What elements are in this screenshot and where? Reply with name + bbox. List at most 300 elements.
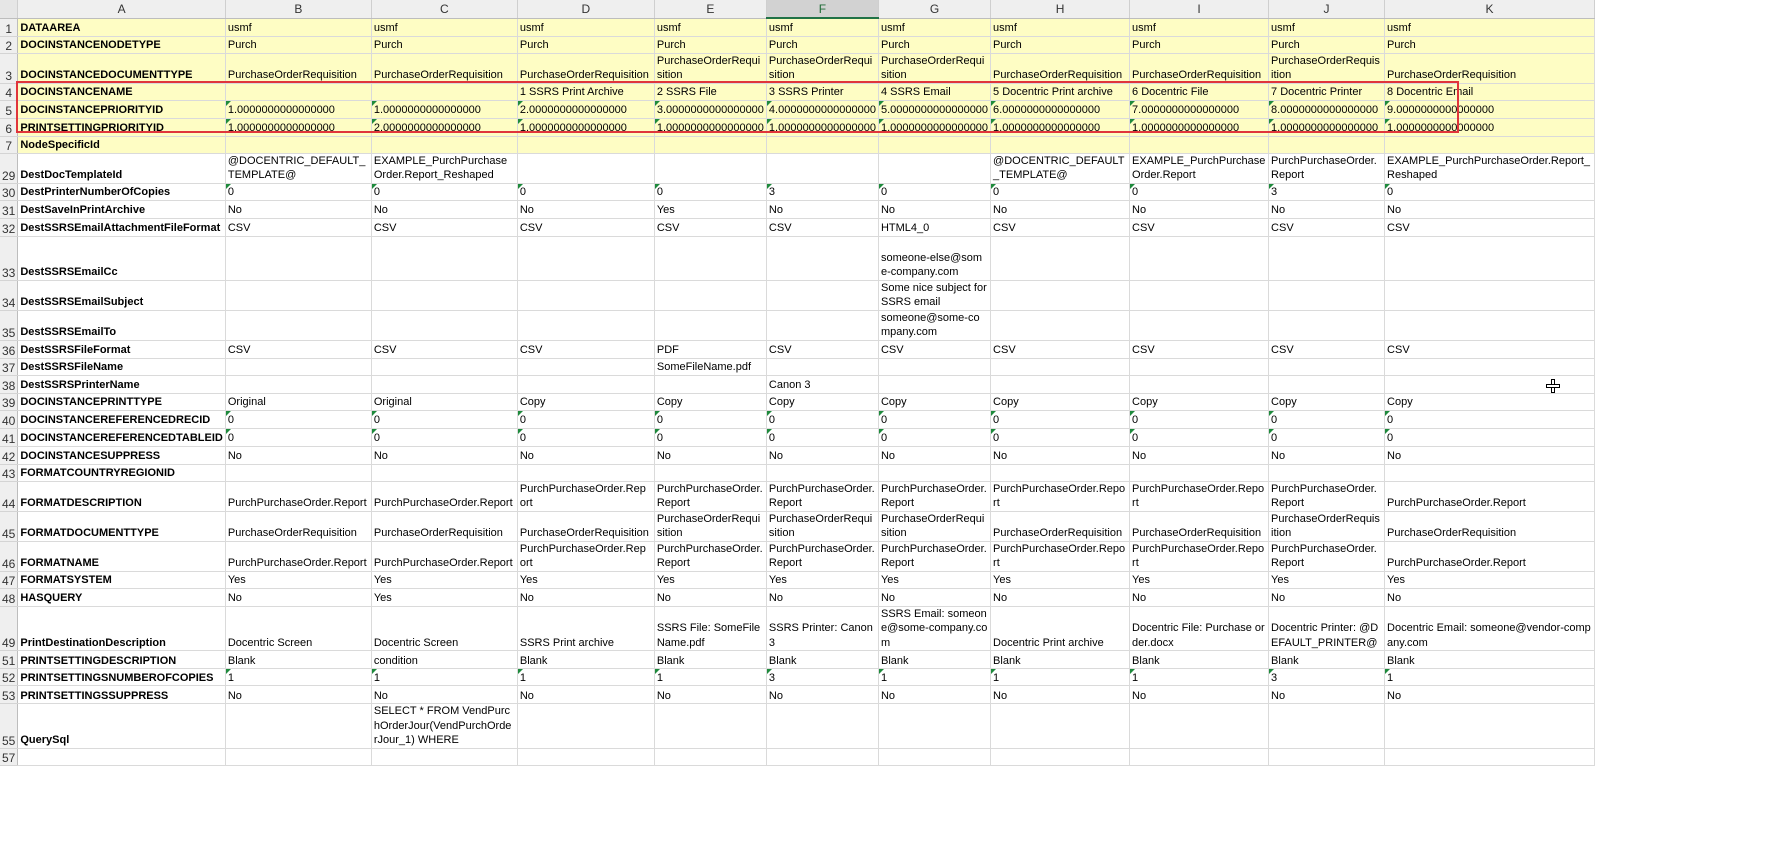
cell-c51[interactable]: condition — [371, 651, 517, 669]
cell-d37[interactable] — [517, 358, 654, 375]
cell-c35[interactable] — [371, 310, 517, 340]
cell-b32[interactable]: CSV — [225, 218, 371, 236]
cell-g34[interactable]: Some nice subject for SSRS email — [878, 280, 990, 310]
cell-f47[interactable]: Yes — [766, 571, 878, 588]
cell-k52[interactable]: 1 — [1385, 669, 1595, 686]
cell-f1[interactable]: usmf — [766, 18, 878, 36]
cell-k55[interactable] — [1385, 704, 1595, 749]
cell-i57[interactable] — [1130, 748, 1269, 765]
cell-b53[interactable]: No — [225, 686, 371, 704]
cell-i37[interactable] — [1130, 358, 1269, 375]
cell-d43[interactable] — [517, 464, 654, 481]
cell-g57[interactable] — [878, 748, 990, 765]
cell-h33[interactable] — [991, 236, 1130, 280]
cell-h42[interactable]: No — [991, 446, 1130, 464]
field-name-cell[interactable]: PRINTSETTINGSNUMBEROFCOPIES — [18, 669, 226, 686]
cell-b29[interactable]: @DOCENTRIC_DEFAULT_TEMPLATE@ — [225, 153, 371, 183]
cell-g41[interactable]: 0 — [878, 428, 990, 446]
cell-k57[interactable] — [1385, 748, 1595, 765]
row-header[interactable]: 48 — [0, 588, 18, 606]
cell-h53[interactable]: No — [991, 686, 1130, 704]
cell-k53[interactable]: No — [1385, 686, 1595, 704]
cell-h36[interactable]: CSV — [991, 340, 1130, 358]
cell-b48[interactable]: No — [225, 588, 371, 606]
cell-d38[interactable] — [517, 375, 654, 393]
cell-e30[interactable]: 0 — [654, 183, 766, 200]
row-header[interactable]: 43 — [0, 464, 18, 481]
cell-b5[interactable]: 1.0000000000000000 — [225, 100, 371, 118]
cell-h57[interactable] — [991, 748, 1130, 765]
cell-h45[interactable]: PurchaseOrderRequisition — [991, 511, 1130, 541]
row-header[interactable]: 40 — [0, 410, 18, 428]
cell-h38[interactable] — [991, 375, 1130, 393]
cell-i3[interactable]: PurchaseOrderRequisition — [1130, 53, 1269, 83]
cell-f31[interactable]: No — [766, 200, 878, 218]
cell-j7[interactable] — [1269, 136, 1385, 153]
cell-j5[interactable]: 8.0000000000000000 — [1269, 100, 1385, 118]
cell-d1[interactable]: usmf — [517, 18, 654, 36]
cell-j51[interactable]: Blank — [1269, 651, 1385, 669]
cell-d42[interactable]: No — [517, 446, 654, 464]
cell-c46[interactable]: PurchPurchaseOrder.Report — [371, 541, 517, 571]
cell-f4[interactable]: 3 SSRS Printer — [766, 83, 878, 100]
cell-g43[interactable] — [878, 464, 990, 481]
field-name-cell[interactable]: DOCINSTANCENODETYPE — [18, 36, 226, 53]
row-header[interactable]: 49 — [0, 606, 18, 651]
cell-k1[interactable]: usmf — [1385, 18, 1595, 36]
cell-d53[interactable]: No — [517, 686, 654, 704]
cell-e3[interactable]: PurchaseOrderRequisition — [654, 53, 766, 83]
cell-b35[interactable] — [225, 310, 371, 340]
cell-i29[interactable]: EXAMPLE_PurchPurchaseOrder.Report — [1130, 153, 1269, 183]
cell-f53[interactable]: No — [766, 686, 878, 704]
cell-g55[interactable] — [878, 704, 990, 749]
cell-g49[interactable]: SSRS Email: someone@some-company.com — [878, 606, 990, 651]
cell-g29[interactable] — [878, 153, 990, 183]
cell-g45[interactable]: PurchaseOrderRequisition — [878, 511, 990, 541]
cell-k36[interactable]: CSV — [1385, 340, 1595, 358]
cell-k48[interactable]: No — [1385, 588, 1595, 606]
cell-b55[interactable] — [225, 704, 371, 749]
cell-b1[interactable]: usmf — [225, 18, 371, 36]
cell-c39[interactable]: Original — [371, 393, 517, 410]
cell-c29[interactable]: EXAMPLE_PurchPurchaseOrder.Report_Reshaped — [371, 153, 517, 183]
cell-i34[interactable] — [1130, 280, 1269, 310]
cell-e48[interactable]: No — [654, 588, 766, 606]
cell-d46[interactable]: PurchPurchaseOrder.Report — [517, 541, 654, 571]
row-header[interactable]: 5 — [0, 100, 18, 118]
cell-k47[interactable]: Yes — [1385, 571, 1595, 588]
cell-j45[interactable]: PurchaseOrderRequisition — [1269, 511, 1385, 541]
cell-h29[interactable]: @DOCENTRIC_DEFAULT_TEMPLATE@ — [991, 153, 1130, 183]
cell-k39[interactable]: Copy — [1385, 393, 1595, 410]
cell-i31[interactable]: No — [1130, 200, 1269, 218]
cell-j43[interactable] — [1269, 464, 1385, 481]
cell-f46[interactable]: PurchPurchaseOrder.Report — [766, 541, 878, 571]
cell-e52[interactable]: 1 — [654, 669, 766, 686]
field-name-cell[interactable]: DestSSRSFileName — [18, 358, 226, 375]
cell-f42[interactable]: No — [766, 446, 878, 464]
column-header-b[interactable]: B — [225, 0, 371, 18]
cell-h46[interactable]: PurchPurchaseOrder.Report — [991, 541, 1130, 571]
cell-d6[interactable]: 1.0000000000000000 — [517, 118, 654, 136]
cell-b3[interactable]: PurchaseOrderRequisition — [225, 53, 371, 83]
cell-d44[interactable]: PurchPurchaseOrder.Report — [517, 481, 654, 511]
cell-i33[interactable] — [1130, 236, 1269, 280]
cell-d33[interactable] — [517, 236, 654, 280]
cell-h32[interactable]: CSV — [991, 218, 1130, 236]
field-name-cell[interactable]: DestSSRSPrinterName — [18, 375, 226, 393]
cell-i44[interactable]: PurchPurchaseOrder.Report — [1130, 481, 1269, 511]
cell-d49[interactable]: SSRS Print archive — [517, 606, 654, 651]
cell-c32[interactable]: CSV — [371, 218, 517, 236]
cell-i35[interactable] — [1130, 310, 1269, 340]
cell-e37[interactable]: SomeFileName.pdf — [654, 358, 766, 375]
cell-e51[interactable]: Blank — [654, 651, 766, 669]
cell-b41[interactable]: 0 — [225, 428, 371, 446]
cell-b51[interactable]: Blank — [225, 651, 371, 669]
column-header-d[interactable]: D — [517, 0, 654, 18]
column-header-g[interactable]: G — [878, 0, 990, 18]
field-name-cell[interactable]: PrintDestinationDescription — [18, 606, 226, 651]
cell-f5[interactable]: 4.0000000000000000 — [766, 100, 878, 118]
row-header[interactable]: 46 — [0, 541, 18, 571]
cell-e38[interactable] — [654, 375, 766, 393]
cell-k34[interactable] — [1385, 280, 1595, 310]
cell-j36[interactable]: CSV — [1269, 340, 1385, 358]
cell-b49[interactable]: Docentric Screen — [225, 606, 371, 651]
cell-c33[interactable] — [371, 236, 517, 280]
cell-d40[interactable]: 0 — [517, 410, 654, 428]
cell-e6[interactable]: 1.0000000000000000 — [654, 118, 766, 136]
cell-b52[interactable]: 1 — [225, 669, 371, 686]
cell-i7[interactable] — [1130, 136, 1269, 153]
cell-d30[interactable]: 0 — [517, 183, 654, 200]
cell-b36[interactable]: CSV — [225, 340, 371, 358]
cell-i32[interactable]: CSV — [1130, 218, 1269, 236]
cell-e35[interactable] — [654, 310, 766, 340]
cell-i51[interactable]: Blank — [1130, 651, 1269, 669]
cell-j44[interactable]: PurchPurchaseOrder.Report — [1269, 481, 1385, 511]
cell-k41[interactable]: 0 — [1385, 428, 1595, 446]
cell-f33[interactable] — [766, 236, 878, 280]
row-header[interactable]: 51 — [0, 651, 18, 669]
cell-e4[interactable]: 2 SSRS File — [654, 83, 766, 100]
cell-c52[interactable]: 1 — [371, 669, 517, 686]
cell-h47[interactable]: Yes — [991, 571, 1130, 588]
cell-i36[interactable]: CSV — [1130, 340, 1269, 358]
cell-c45[interactable]: PurchaseOrderRequisition — [371, 511, 517, 541]
cell-f6[interactable]: 1.0000000000000000 — [766, 118, 878, 136]
cell-c42[interactable]: No — [371, 446, 517, 464]
cell-e34[interactable] — [654, 280, 766, 310]
cell-k46[interactable]: PurchPurchaseOrder.Report — [1385, 541, 1595, 571]
cell-g3[interactable]: PurchaseOrderRequisition — [878, 53, 990, 83]
cell-k31[interactable]: No — [1385, 200, 1595, 218]
field-name-cell[interactable]: DATAAREA — [18, 18, 226, 36]
cell-d7[interactable] — [517, 136, 654, 153]
cell-j3[interactable]: PurchaseOrderRequisition — [1269, 53, 1385, 83]
cell-c36[interactable]: CSV — [371, 340, 517, 358]
cell-i30[interactable]: 0 — [1130, 183, 1269, 200]
cell-d35[interactable] — [517, 310, 654, 340]
cell-i52[interactable]: 1 — [1130, 669, 1269, 686]
field-name-cell[interactable]: FORMATCOUNTRYREGIONID — [18, 464, 226, 481]
cell-i42[interactable]: No — [1130, 446, 1269, 464]
cell-g44[interactable]: PurchPurchaseOrder.Report — [878, 481, 990, 511]
field-name-cell[interactable]: DOCINSTANCEREFERENCEDRECID — [18, 410, 226, 428]
cell-d34[interactable] — [517, 280, 654, 310]
cell-e36[interactable]: PDF — [654, 340, 766, 358]
cell-j55[interactable] — [1269, 704, 1385, 749]
cell-h1[interactable]: usmf — [991, 18, 1130, 36]
cell-c47[interactable]: Yes — [371, 571, 517, 588]
cell-g51[interactable]: Blank — [878, 651, 990, 669]
cell-c37[interactable] — [371, 358, 517, 375]
cell-i1[interactable]: usmf — [1130, 18, 1269, 36]
cell-b39[interactable]: Original — [225, 393, 371, 410]
cell-c43[interactable] — [371, 464, 517, 481]
cell-i2[interactable]: Purch — [1130, 36, 1269, 53]
field-name-cell[interactable]: PRINTSETTINGDESCRIPTION — [18, 651, 226, 669]
cell-j39[interactable]: Copy — [1269, 393, 1385, 410]
row-header[interactable]: 36 — [0, 340, 18, 358]
row-header[interactable]: 52 — [0, 669, 18, 686]
cell-i5[interactable]: 7.0000000000000000 — [1130, 100, 1269, 118]
cell-b44[interactable]: PurchPurchaseOrder.Report — [225, 481, 371, 511]
cell-h44[interactable]: PurchPurchaseOrder.Report — [991, 481, 1130, 511]
cell-g5[interactable]: 5.0000000000000000 — [878, 100, 990, 118]
select-all-corner[interactable] — [0, 0, 18, 18]
cell-g52[interactable]: 1 — [878, 669, 990, 686]
cell-h39[interactable]: Copy — [991, 393, 1130, 410]
column-header-c[interactable]: C — [371, 0, 517, 18]
cell-d52[interactable]: 1 — [517, 669, 654, 686]
cell-j53[interactable]: No — [1269, 686, 1385, 704]
row-header[interactable]: 57 — [0, 748, 18, 765]
cell-k35[interactable] — [1385, 310, 1595, 340]
cell-f35[interactable] — [766, 310, 878, 340]
cell-j32[interactable]: CSV — [1269, 218, 1385, 236]
field-name-cell[interactable]: DestPrinterNumberOfCopies — [18, 183, 226, 200]
cell-g33[interactable]: someone-else@some-company.com — [878, 236, 990, 280]
cell-j48[interactable]: No — [1269, 588, 1385, 606]
cell-h40[interactable]: 0 — [991, 410, 1130, 428]
cell-c38[interactable] — [371, 375, 517, 393]
cell-e29[interactable] — [654, 153, 766, 183]
cell-j46[interactable]: PurchPurchaseOrder.Report — [1269, 541, 1385, 571]
cell-e5[interactable]: 3.0000000000000000 — [654, 100, 766, 118]
field-name-cell[interactable]: FORMATSYSTEM — [18, 571, 226, 588]
cell-b43[interactable] — [225, 464, 371, 481]
cell-g48[interactable]: No — [878, 588, 990, 606]
cell-g47[interactable]: Yes — [878, 571, 990, 588]
cell-k49[interactable]: Docentric Email: someone@vendor-company.com — [1385, 606, 1595, 651]
cell-d36[interactable]: CSV — [517, 340, 654, 358]
cell-g39[interactable]: Copy — [878, 393, 990, 410]
field-name-cell[interactable]: QuerySql — [18, 704, 226, 749]
cell-e57[interactable] — [654, 748, 766, 765]
cell-e7[interactable] — [654, 136, 766, 153]
row-header[interactable]: 44 — [0, 481, 18, 511]
column-header-i[interactable]: I — [1130, 0, 1269, 18]
cell-b33[interactable] — [225, 236, 371, 280]
cell-d41[interactable]: 0 — [517, 428, 654, 446]
cell-e31[interactable]: Yes — [654, 200, 766, 218]
cell-g2[interactable]: Purch — [878, 36, 990, 53]
cell-h43[interactable] — [991, 464, 1130, 481]
cell-c30[interactable]: 0 — [371, 183, 517, 200]
cell-g1[interactable]: usmf — [878, 18, 990, 36]
row-header[interactable]: 39 — [0, 393, 18, 410]
field-name-cell[interactable]: PRINTSETTINGPRIORITYID — [18, 118, 226, 136]
cell-c6[interactable]: 2.0000000000000000 — [371, 118, 517, 136]
cell-g40[interactable]: 0 — [878, 410, 990, 428]
column-header-j[interactable]: J — [1269, 0, 1385, 18]
row-header[interactable]: 55 — [0, 704, 18, 749]
row-header[interactable]: 4 — [0, 83, 18, 100]
cell-j31[interactable]: No — [1269, 200, 1385, 218]
field-name-cell[interactable]: DestDocTemplateId — [18, 153, 226, 183]
row-header[interactable]: 2 — [0, 36, 18, 53]
cell-h2[interactable]: Purch — [991, 36, 1130, 53]
cell-e47[interactable]: Yes — [654, 571, 766, 588]
cell-j1[interactable]: usmf — [1269, 18, 1385, 36]
cell-k2[interactable]: Purch — [1385, 36, 1595, 53]
cell-d29[interactable] — [517, 153, 654, 183]
row-header[interactable]: 3 — [0, 53, 18, 83]
cell-h3[interactable]: PurchaseOrderRequisition — [991, 53, 1130, 83]
cell-i46[interactable]: PurchPurchaseOrder.Report — [1130, 541, 1269, 571]
cell-f34[interactable] — [766, 280, 878, 310]
row-header[interactable]: 53 — [0, 686, 18, 704]
cell-b7[interactable] — [225, 136, 371, 153]
cell-j35[interactable] — [1269, 310, 1385, 340]
cell-h52[interactable]: 1 — [991, 669, 1130, 686]
cell-e33[interactable] — [654, 236, 766, 280]
cell-f52[interactable]: 3 — [766, 669, 878, 686]
cell-k32[interactable]: CSV — [1385, 218, 1595, 236]
column-header-f[interactable]: F — [766, 0, 878, 18]
cell-b37[interactable] — [225, 358, 371, 375]
cell-j38[interactable] — [1269, 375, 1385, 393]
cell-e40[interactable]: 0 — [654, 410, 766, 428]
cell-j57[interactable] — [1269, 748, 1385, 765]
row-header[interactable]: 32 — [0, 218, 18, 236]
cell-h5[interactable]: 6.0000000000000000 — [991, 100, 1130, 118]
cell-g7[interactable] — [878, 136, 990, 153]
row-header[interactable]: 37 — [0, 358, 18, 375]
row-header[interactable]: 33 — [0, 236, 18, 280]
cell-b38[interactable] — [225, 375, 371, 393]
cell-c1[interactable]: usmf — [371, 18, 517, 36]
cell-k5[interactable]: 9.0000000000000000 — [1385, 100, 1595, 118]
cell-j30[interactable]: 3 — [1269, 183, 1385, 200]
cell-e39[interactable]: Copy — [654, 393, 766, 410]
cell-i40[interactable]: 0 — [1130, 410, 1269, 428]
cell-e55[interactable] — [654, 704, 766, 749]
cell-k33[interactable] — [1385, 236, 1595, 280]
cell-f55[interactable] — [766, 704, 878, 749]
cell-h55[interactable] — [991, 704, 1130, 749]
cell-d2[interactable]: Purch — [517, 36, 654, 53]
cell-d47[interactable]: Yes — [517, 571, 654, 588]
cell-k44[interactable]: PurchPurchaseOrder.Report — [1385, 481, 1595, 511]
cell-d48[interactable]: No — [517, 588, 654, 606]
column-header-e[interactable]: E — [654, 0, 766, 18]
row-header[interactable]: 1 — [0, 18, 18, 36]
cell-d32[interactable]: CSV — [517, 218, 654, 236]
row-header[interactable]: 41 — [0, 428, 18, 446]
cell-c48[interactable]: Yes — [371, 588, 517, 606]
cell-k3[interactable]: PurchaseOrderRequisition — [1385, 53, 1595, 83]
cell-g37[interactable] — [878, 358, 990, 375]
cell-f49[interactable]: SSRS Printer: Canon 3 — [766, 606, 878, 651]
field-name-cell[interactable]: DestSSRSFileFormat — [18, 340, 226, 358]
cell-k45[interactable]: PurchaseOrderRequisition — [1385, 511, 1595, 541]
cell-j4[interactable]: 7 Docentric Printer — [1269, 83, 1385, 100]
cell-c2[interactable]: Purch — [371, 36, 517, 53]
cell-i4[interactable]: 6 Docentric File — [1130, 83, 1269, 100]
cell-f39[interactable]: Copy — [766, 393, 878, 410]
cell-d3[interactable]: PurchaseOrderRequisition — [517, 53, 654, 83]
cell-b42[interactable]: No — [225, 446, 371, 464]
cell-k37[interactable] — [1385, 358, 1595, 375]
column-header-a[interactable]: A — [18, 0, 226, 18]
cell-g42[interactable]: No — [878, 446, 990, 464]
row-header[interactable]: 29 — [0, 153, 18, 183]
cell-k43[interactable] — [1385, 464, 1595, 481]
cell-c4[interactable] — [371, 83, 517, 100]
cell-f3[interactable]: PurchaseOrderRequisition — [766, 53, 878, 83]
cell-f44[interactable]: PurchPurchaseOrder.Report — [766, 481, 878, 511]
cell-d5[interactable]: 2.0000000000000000 — [517, 100, 654, 118]
cell-g35[interactable]: someone@some-company.com — [878, 310, 990, 340]
field-name-cell[interactable]: DOCINSTANCEREFERENCEDTABLEID — [18, 428, 226, 446]
row-header[interactable]: 47 — [0, 571, 18, 588]
cell-h31[interactable]: No — [991, 200, 1130, 218]
column-header-h[interactable]: H — [991, 0, 1130, 18]
column-header-k[interactable]: K — [1385, 0, 1595, 18]
cell-h37[interactable] — [991, 358, 1130, 375]
cell-h6[interactable]: 1.0000000000000000 — [991, 118, 1130, 136]
cell-j6[interactable]: 1.0000000000000000 — [1269, 118, 1385, 136]
cell-k42[interactable]: No — [1385, 446, 1595, 464]
cell-d57[interactable] — [517, 748, 654, 765]
row-header[interactable]: 45 — [0, 511, 18, 541]
cell-b4[interactable] — [225, 83, 371, 100]
cell-h35[interactable] — [991, 310, 1130, 340]
cell-g46[interactable]: PurchPurchaseOrder.Report — [878, 541, 990, 571]
cell-b40[interactable]: 0 — [225, 410, 371, 428]
cell-g30[interactable]: 0 — [878, 183, 990, 200]
cell-f57[interactable] — [766, 748, 878, 765]
cell-f36[interactable]: CSV — [766, 340, 878, 358]
cell-c3[interactable]: PurchaseOrderRequisition — [371, 53, 517, 83]
row-header[interactable]: 30 — [0, 183, 18, 200]
cell-j52[interactable]: 3 — [1269, 669, 1385, 686]
cell-h4[interactable]: 5 Docentric Print archive — [991, 83, 1130, 100]
cell-b47[interactable]: Yes — [225, 571, 371, 588]
cell-b34[interactable] — [225, 280, 371, 310]
cell-e43[interactable] — [654, 464, 766, 481]
cell-c55[interactable]: SELECT * FROM VendPurchOrderJour(VendPurchOrderJour_1) WHERE — [371, 704, 517, 749]
field-name-cell[interactable] — [18, 748, 226, 765]
cell-j42[interactable]: No — [1269, 446, 1385, 464]
cell-k7[interactable] — [1385, 136, 1595, 153]
cell-e45[interactable]: PurchaseOrderRequisition — [654, 511, 766, 541]
field-name-cell[interactable]: DestSSRSEmailCc — [18, 236, 226, 280]
